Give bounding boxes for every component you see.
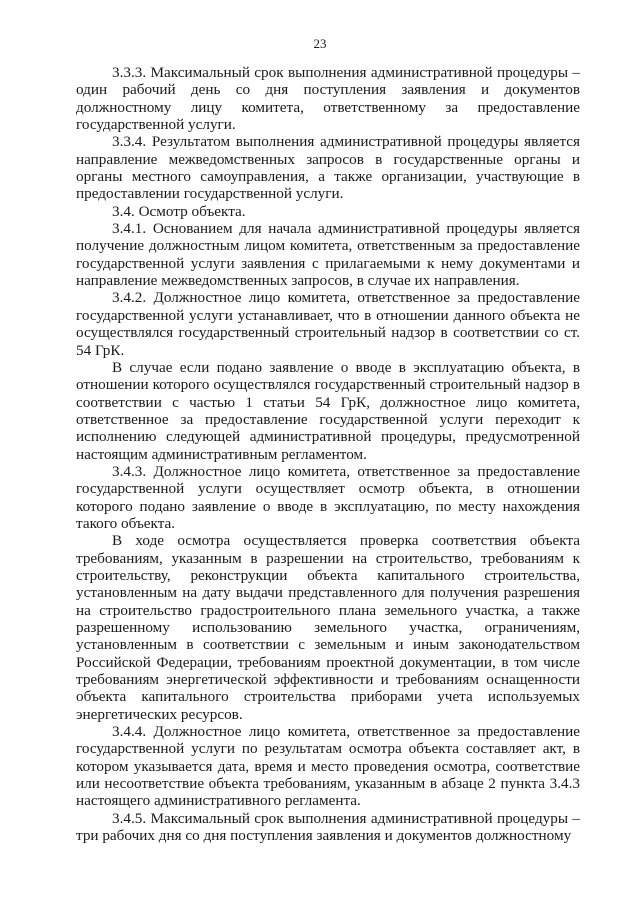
document-body [76, 64, 580, 844]
paragraph-3-3-4: 3.3.4. Результатом выполнения административной процедуры является направление межведомственных запросов в государственные органы и органы местного самоуправления, а также организации, участвующие в предоставлении государственной услуги. [76, 133, 580, 203]
paragraph-3-3-3: 3.3.3. Максимальный срок выполнения административной процедуры – один рабочий день со дня поступления заявления и документов должностному лицу комитета, ответственному за предоставление государственной услуги. [76, 64, 580, 134]
paragraph-3-4-2-continuation: В случае если подано заявление о вводе в эксплуатацию объекта, в отношении которого осуществлялся государственный строительный надзор в соответствии с частью 1 статьи 54 ГрК, должностное лицо комитета, ответственное за предоставление государственной услуги переходит к исполнению следующей административной процедуры, предусмотренной настоящим административным регламентом. [76, 358, 580, 463]
paragraph-3-4-4: 3.4.4. Должностное лицо комитета, ответственное за предоставление государственной услуги по результатам осмотра объекта составляет акт, в котором указывается дата, время и место проведения осмотра, соответствие или несоответствие объекта требованиям, указанным в абзаце 2 пункта 3.4.3 настоящего административного регламента. [76, 723, 580, 810]
paragraph-3-4-3: 3.4.3. Должностное лицо комитета, ответственное за предоставление государственной услуги осуществляет осмотр объекта, в отношении которого подано заявление о вводе в эксплуатацию, по месту нахождения такого объекта. [76, 462, 580, 532]
paragraph-3-4-1: 3.4.1. Основанием для начала административной процедуры является получение должностным лицом комитета, ответственным за предоставление государственной услуги заявления с прилагаемыми к нему документами и направление межведомственных запросов, в случае их направления. [76, 220, 580, 290]
page-number: 23 [313, 36, 327, 51]
paragraph-3-4-2: 3.4.2. Должностное лицо комитета, ответственное за предоставление государственной услуги устанавливает, что в отношении данного объекта не осуществлялся государственный строительный надзор в соответствии со ст. 54 ГрК. [76, 289, 580, 359]
section-heading-3-4: 3.4. Осмотр объекта. [112, 202, 246, 220]
paragraph-3-4-3-continuation: В ходе осмотра осуществляется проверка соответствия объекта требованиям, указанным в разрешении на строительство, требованиям к строительству, реконструкции объекта капитального строительства, установленным на дату выдачи представленного для получения разрешения на строительство градостроительного плана земельного участка, а также разрешенному использованию земельного участка, ограничениям, установленным в соответствии с земельным и иным законодательством Российской Федерации, требованиям проектной документации, в том числе требованиям энергетической эффективности и требованиям оснащенности объекта капитального строительства приборами учета используемых энергетических ресурсов. [76, 532, 580, 723]
paragraph-3-4-5: 3.4.5. Максимальный срок выполнения административной процедуры – три рабочих дня со дня поступления заявления и документов должностному [76, 809, 580, 845]
